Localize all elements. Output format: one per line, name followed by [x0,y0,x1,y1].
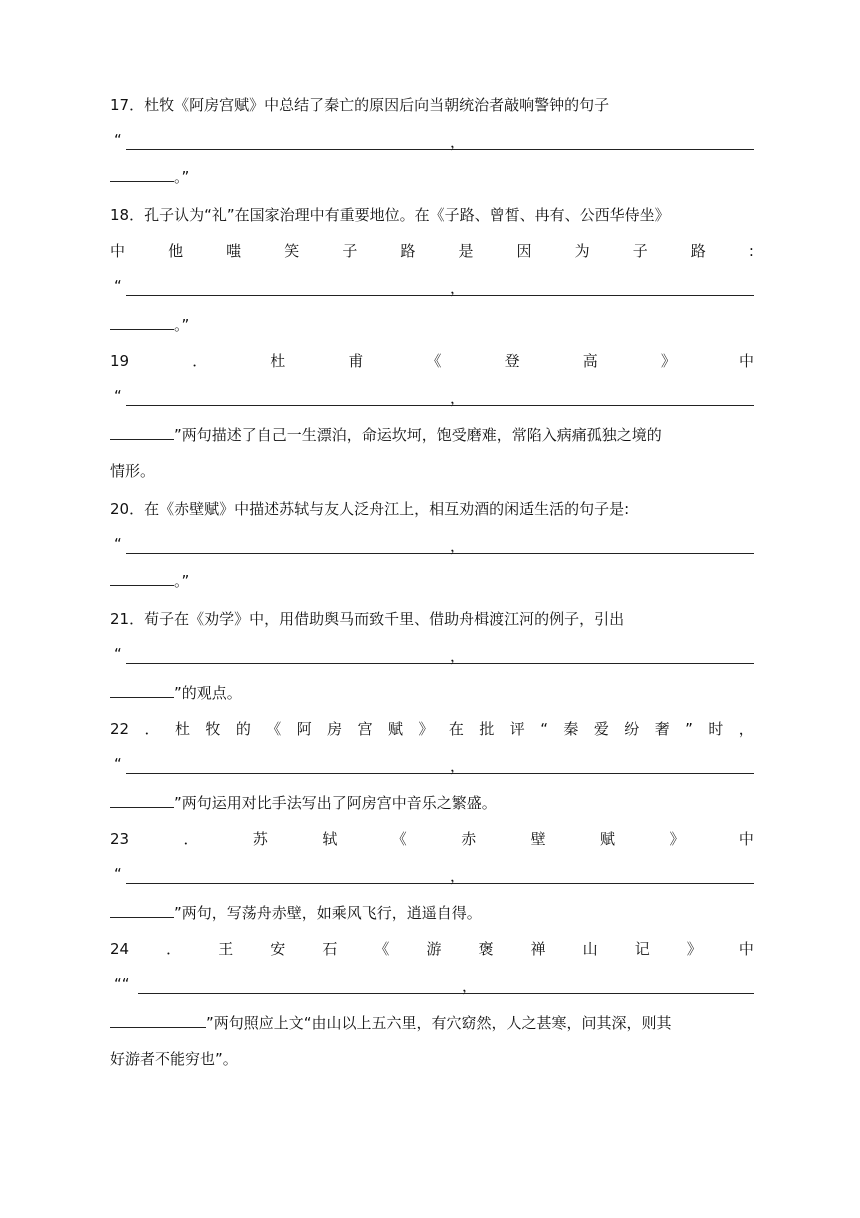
text-char: ， [738,720,754,738]
q17-line1: 17．杜牧《阿房宫赋》中总结了秦亡的原因后向当朝统治者敲响警钟的句子 [110,96,610,114]
q19-tail-text: ”两句描述了自己一生漂泊，命运坎坷，饱受磨难，常陷入病痛孤独之境的 [174,426,662,444]
q21-tail-text: ”的观点。 [174,684,242,702]
text-char: 路 [400,242,416,260]
text-char: 中 [110,242,126,260]
text-char: 石 [322,940,338,958]
comma: ， [450,757,466,775]
text-char: 甫 [348,352,364,370]
comma: ， [450,279,466,297]
open-quote: “ [114,277,122,295]
open-quote: “ [114,645,122,663]
text-char: 奢 [654,720,670,738]
text-char: 19 [110,352,130,370]
q24-tail [110,1012,672,1034]
text-char: ” [685,720,693,738]
text-char: ． [192,352,208,370]
comma: ， [450,133,466,151]
answer-underline [126,883,754,884]
text-char: 牧 [205,720,221,738]
text-char: 路 [690,242,706,260]
q18-tail-text: 。” [174,316,190,334]
answer-underline [126,553,754,554]
text-char: 宫 [357,720,373,738]
text-char: 批 [479,720,495,738]
q19-tail2: 情形。 [110,462,156,480]
q20-line1: 20．在《赤壁赋》中描述苏轼与友人泛舟江上，相互劝酒的闲适生活的句子是: [110,500,630,518]
comma: ， [450,647,466,665]
q23-tail-text: ”两句，写荡舟赤壁，如乘风飞行，逍遥自得。 [174,904,482,922]
text-char: 王 [218,940,234,958]
text-char: 《 [266,720,282,738]
q22-tail-text: ”两句运用对比手法写出了阿房宫中音乐之繁盛。 [174,794,497,812]
q24-blank-line[interactable] [110,974,754,998]
text-char: 笑 [284,242,300,260]
open-quote: “ [114,131,122,149]
q22-tail [110,792,497,814]
text-char: 游 [426,940,442,958]
text-char: 中 [738,940,754,958]
text-char: 杜 [174,720,190,738]
text-char: 24 [110,940,130,958]
q21-tail [110,682,242,704]
comma: ， [450,867,466,885]
q20-tail [110,570,189,592]
q19-tail [110,424,662,446]
text-char: 杜 [270,352,286,370]
text-char: 《 [374,940,390,958]
q18-blank-line[interactable] [110,276,754,300]
text-char: 禅 [530,940,546,958]
text-char: 赋 [388,720,404,738]
q22-blank-line[interactable] [110,754,754,778]
q17-tail [110,166,189,188]
answer-underline [126,405,754,406]
text-char: 纷 [624,720,640,738]
q23-blank-line[interactable] [110,864,754,888]
text-char: 23 [110,830,130,848]
text-char: 子 [632,242,648,260]
text-char: 嗤 [226,242,242,260]
q24-tail2: 好游者不能穷也”。 [110,1050,238,1068]
open-quote: “ [114,535,122,553]
text-char: ． [166,940,182,958]
q18-line2 [110,240,754,262]
text-char: 安 [270,940,286,958]
text-char: ． [183,830,199,848]
answer-underline-short[interactable] [110,424,174,440]
text-char: 房 [327,720,343,738]
text-char: 轼 [322,830,338,848]
answer-underline-short[interactable] [110,314,174,330]
answer-underline-short[interactable] [110,902,174,918]
text-char: 阿 [296,720,312,738]
open-quote: “ [114,865,122,883]
text-char: 子 [342,242,358,260]
answer-underline-short[interactable] [110,166,174,182]
comma: ， [450,389,466,407]
text-char: ． [144,720,160,738]
answer-underline [126,295,754,296]
q17-blank-line[interactable] [110,130,754,154]
text-char: 《 [426,352,442,370]
comma: ， [462,977,478,995]
text-char: 的 [235,720,251,738]
answer-underline [126,149,754,150]
text-char: 是 [458,242,474,260]
answer-underline-short[interactable] [110,792,174,808]
text-char: 22 [110,720,130,738]
answer-underline [138,993,754,994]
q18-line1: 18．孔子认为“礼”在国家治理中有重要地位。在《子路、曾皙、冉有、公西华侍坐》 [110,206,670,224]
open-quote: ““ [114,975,130,993]
q23-line1 [110,828,754,850]
text-char: 》 [669,830,685,848]
text-char: 在 [448,720,464,738]
q24-tail-text: ”两句照应上文“由山以上五六里，有穴窈然，人之甚寒，问其深，则其 [206,1014,672,1032]
q17-tail-text: 。” [174,168,190,186]
text-char: 中 [738,352,754,370]
text-char: : [748,242,754,260]
q24-line1 [110,938,754,960]
q21-blank-line[interactable] [110,644,754,668]
text-char: 赋 [600,830,616,848]
answer-underline-short[interactable] [110,1012,206,1028]
text-char: “ [540,720,548,738]
text-char: 时 [708,720,724,738]
q23-tail [110,902,482,924]
q22-line1 [110,718,754,740]
text-char: 秦 [563,720,579,738]
text-char: 因 [516,242,532,260]
q19-line1 [110,350,754,372]
text-char: 高 [582,352,598,370]
text-char: 为 [574,242,590,260]
text-char: 苏 [252,830,268,848]
open-quote: “ [114,755,122,773]
text-char: 山 [582,940,598,958]
text-char: 他 [168,242,184,260]
text-char: 记 [634,940,650,958]
answer-underline-short[interactable] [110,570,174,586]
q19-blank-line[interactable] [110,386,754,410]
text-char: 》 [418,720,434,738]
q21-line1: 21．荀子在《劝学》中，用借助舆马而致千里、借助舟楫渡江河的例子，引出 [110,610,625,628]
text-char: 赤 [461,830,477,848]
text-char: 爱 [593,720,609,738]
q20-blank-line[interactable] [110,534,754,558]
answer-underline [126,663,754,664]
open-quote: “ [114,387,122,405]
text-char: 登 [504,352,520,370]
text-char: 《 [391,830,407,848]
text-char: 评 [509,720,525,738]
text-char: 》 [686,940,702,958]
text-char: 褒 [478,940,494,958]
q18-tail [110,314,189,336]
text-char: 壁 [530,830,546,848]
answer-underline-short[interactable] [110,682,174,698]
text-char: 》 [660,352,676,370]
text-char: 中 [738,830,754,848]
comma: ， [450,537,466,555]
answer-underline [126,773,754,774]
q20-tail-text: 。” [174,572,190,590]
